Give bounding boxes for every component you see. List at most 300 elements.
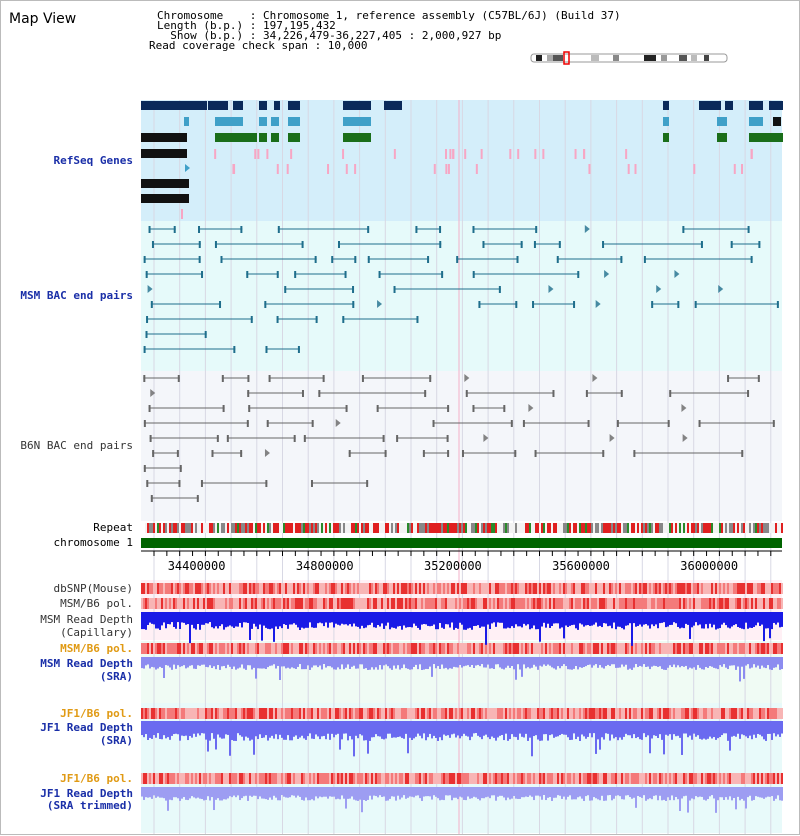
polymorphism-mark [255,643,257,654]
gene-exon-mark [542,149,544,159]
read-depth-bar [559,657,561,668]
polymorphism-mark [611,598,613,609]
gene-feature [208,101,228,110]
polymorphism-mark [243,598,245,609]
read-depth-bar [245,721,247,737]
read-depth-bar [751,721,753,739]
polymorphism-mark [393,708,395,719]
polymorphism-mark [571,643,573,654]
read-depth-bar [317,787,319,798]
read-depth-bar [713,612,715,625]
gene-feature [384,101,402,110]
read-depth-bar [481,787,483,798]
bac-end-mark [747,390,749,397]
polymorphism-mark [357,773,359,784]
read-depth-bar [641,657,643,667]
polymorphism-mark [379,583,381,594]
read-depth-bar [309,721,311,733]
polymorphism-mark [727,708,729,719]
polymorphism-mark [761,773,763,784]
polymorphism-mark [269,583,271,594]
read-depth-bar [563,787,565,797]
repeat-mark [327,523,329,533]
repeat-mark [615,523,617,533]
repeat-mark [201,523,203,533]
polymorphism-mark [341,598,343,609]
polymorphism-mark [211,598,213,609]
polymorphism-mark [353,773,355,784]
bac-end-mark [424,390,426,397]
ideogram-band [644,55,656,61]
read-depth-bar [557,657,559,666]
polymorphism-mark [315,708,317,719]
repeat-mark [471,523,473,533]
read-depth-bar [771,612,773,629]
read-depth-bar [275,721,277,734]
read-depth-bar [377,721,379,736]
read-depth-bar [353,787,355,800]
read-depth-bar [155,787,157,798]
repeat-mark [603,523,605,533]
repeat-mark [427,523,429,533]
polymorphism-mark [669,583,671,594]
read-depth-bar [755,787,757,796]
read-depth-bar [279,787,281,800]
read-depth-bar [757,787,759,797]
polymorphism-mark [441,708,443,719]
read-depth-bar [775,612,777,625]
polymorphism-mark [625,643,627,654]
bac-end-mark [651,301,653,308]
read-depth-bar [331,657,333,667]
polymorphism-mark [495,773,497,784]
read-depth-bar [141,721,143,735]
read-depth-bar [363,787,365,800]
read-depth-bar [749,657,751,669]
read-depth-bar [605,721,607,733]
read-depth-bar [513,787,515,796]
read-depth-bar [475,787,477,797]
polymorphism-mark [681,643,683,654]
read-depth-bar [177,721,179,734]
polymorphism-mark [597,773,599,784]
repeat-mark [209,523,211,533]
read-depth-bar [765,612,767,628]
read-depth-bar [483,787,485,798]
polymorphism-mark [535,598,537,609]
polymorphism-mark [179,773,181,784]
bac-end-mark [466,390,468,397]
bac-end-mark [265,346,267,353]
read-depth-bar [749,721,751,736]
polymorphism-mark [515,643,517,654]
repeat-mark [389,523,391,533]
gene-exon-mark [277,164,279,174]
read-depth-bar [575,657,577,666]
polymorphism-mark [689,708,691,719]
read-depth-bar [647,657,649,667]
polymorphism-mark [515,598,517,609]
read-depth-bar [745,721,747,736]
read-depth-bar [205,787,207,800]
read-depth-bar [357,657,359,668]
read-depth-bar [233,612,235,628]
read-depth-bar [245,787,247,796]
polymorphism-mark [489,643,491,654]
read-depth-bar [471,787,473,798]
polymorphism-mark [361,643,363,654]
polymorphism-mark [521,708,523,719]
polymorphism-mark [495,708,497,719]
read-depth-bar [595,612,597,623]
polymorphism-mark [395,598,397,609]
polymorphism-mark [295,773,297,784]
read-depth-bar [511,787,513,799]
polymorphism-mark [597,598,599,609]
polymorphism-mark [383,583,385,594]
polymorphism-mark [395,643,397,654]
read-depth-bar [323,612,325,626]
repeat-mark [627,523,629,533]
polymorphism-mark [519,643,521,654]
polymorphism-mark [351,643,353,654]
polymorphism-mark [543,643,545,654]
polymorphism-mark [709,598,711,609]
polymorphism-mark [223,583,225,594]
polymorphism-mark [465,583,467,594]
polymorphism-mark [655,598,657,609]
read-depth-bar [683,721,685,734]
read-depth-bar [163,657,165,678]
polymorphism-mark [251,583,253,594]
polymorphism-mark [563,773,565,784]
bac-end-mark [416,316,418,323]
read-depth-bar [423,657,425,670]
polymorphism-mark [705,583,707,594]
read-depth-bar [667,657,669,668]
page-title: Map View [9,11,77,27]
repeat-mark [309,523,311,533]
read-depth-bar [771,721,773,740]
read-depth-bar [681,787,683,798]
repeat-mark [467,523,469,533]
polymorphism-mark [311,598,313,609]
polymorphism-mark [465,708,467,719]
read-depth-bar [237,787,239,795]
read-depth-bar [749,787,751,796]
repeat-mark [247,523,249,533]
polymorphism-mark [549,708,551,719]
polymorphism-mark [163,583,165,594]
read-depth-bar [325,787,327,797]
repeat-mark [281,523,283,533]
polymorphism-mark [545,643,547,654]
read-depth-bar [589,612,591,626]
polymorphism-mark [527,643,529,654]
polymorphism-mark [671,598,673,609]
read-depth-bar [409,657,411,670]
polymorphism-mark [553,708,555,719]
polymorphism-mark [187,643,189,654]
b6n-bac-track-label: B6N BAC end pairs [20,439,133,452]
read-depth-bar [285,612,287,625]
bac-end-mark [352,301,354,308]
polymorphism-mark [665,708,667,719]
polymorphism-mark [535,708,537,719]
polymorphism-mark [291,598,293,609]
polymorphism-mark [557,643,559,654]
polymorphism-mark [245,643,247,654]
repeat-mark [655,523,657,533]
repeat-mark [317,523,319,533]
polymorphism-mark [343,708,345,719]
read-depth-bar [331,787,333,797]
polymorphism-mark [149,583,151,594]
read-depth-bar [777,787,779,795]
polymorphism-mark [439,773,441,784]
read-depth-bar [395,612,397,629]
polymorphism-mark [455,583,457,594]
read-depth-bar [413,721,415,738]
msm-depth-sra-label: MSM Read Depth [40,657,133,670]
polymorphism-mark [491,643,493,654]
polymorphism-mark [221,773,223,784]
read-depth-bar [177,787,179,798]
read-depth-bar [401,612,403,630]
polymorphism-mark [673,583,675,594]
polymorphism-mark [413,708,415,719]
polymorphism-mark [643,583,645,594]
bac-end-mark [523,420,525,427]
polymorphism-mark [727,583,729,594]
polymorphism-mark [215,583,217,594]
read-depth-bar [345,721,347,733]
polymorphism-mark [537,708,539,719]
read-depth-bar [221,612,223,624]
read-depth-bar [637,721,639,737]
polymorphism-mark [747,773,749,784]
polymorphism-mark [525,583,527,594]
polymorphism-mark [281,708,283,719]
repeat-mark [721,523,723,533]
polymorphism-mark [565,708,567,719]
polymorphism-mark [369,598,371,609]
polymorphism-mark [259,598,261,609]
polymorphism-mark [445,583,447,594]
polymorphism-mark [663,643,665,654]
polymorphism-mark [425,598,427,609]
read-depth-bar [483,657,485,667]
read-depth-bar [265,721,267,735]
read-depth-bar [595,787,597,798]
read-depth-bar [461,721,463,736]
bac-end-mark [354,256,356,263]
polymorphism-mark [377,598,379,609]
read-depth-bar [461,612,463,625]
read-depth-bar [329,612,331,623]
read-depth-bar [475,721,477,733]
polymorphism-mark [773,583,775,594]
polymorphism-mark [215,708,217,719]
polymorphism-mark [335,583,337,594]
read-depth-bar [233,721,235,741]
repeat-mark [743,523,745,533]
polymorphism-mark [479,583,481,594]
polymorphism-mark [329,583,331,594]
polymorphism-mark [531,773,533,784]
repeat-mark [263,523,265,533]
polymorphism-mark [759,643,761,654]
read-depth-bar [581,612,583,624]
bac-end-mark [151,301,153,308]
read-depth-bar [781,612,783,627]
polymorphism-mark [373,708,375,719]
repeat-mark [373,523,375,533]
read-depth-bar [763,787,765,799]
polymorphism-mark [257,773,259,784]
read-depth-bar [733,657,735,665]
read-depth-bar [481,657,483,664]
read-depth-bar [603,612,605,623]
polymorphism-mark [289,598,291,609]
polymorphism-mark [159,708,161,719]
repeat-mark [541,523,543,533]
read-depth-bar [459,721,461,738]
repeat-mark [369,523,371,533]
read-depth-bar [431,657,433,677]
read-depth-bar [323,657,325,664]
polymorphism-mark [303,643,305,654]
polymorphism-mark [211,773,213,784]
read-depth-bar [191,787,193,796]
polymorphism-mark [623,773,625,784]
read-depth-bar [313,612,315,628]
read-depth-bar [487,787,489,797]
read-depth-bar [225,612,227,627]
polymorphism-mark [729,643,731,654]
polymorphism-mark [235,773,237,784]
repeat-mark [489,523,491,533]
polymorphism-mark [673,598,675,609]
polymorphism-mark [749,583,751,594]
read-depth-bar [541,787,543,800]
read-depth-bar [197,787,199,798]
read-depth-bar [355,721,357,736]
repeat-mark [241,523,243,533]
read-depth-bar [235,787,237,797]
read-depth-bar [151,721,153,739]
polymorphism-mark [325,773,327,784]
read-depth-bar [321,787,323,797]
bac-end-mark [205,331,207,338]
repeat-mark [529,523,531,533]
polymorphism-mark [399,583,401,594]
repeat-mark [289,523,291,533]
polymorphism-mark [661,773,663,784]
repeat-mark [157,523,159,533]
polymorphism-mark [685,598,687,609]
polymorphism-mark [637,583,639,594]
ideogram-band [591,55,599,61]
bac-end-mark [201,480,203,487]
polymorphism-mark [299,708,301,719]
read-depth-bar [223,657,225,666]
polymorphism-mark [523,708,525,719]
read-depth-bar [717,657,719,669]
read-depth-bar [221,721,223,739]
read-depth-bar [387,612,389,623]
polymorphism-mark [205,773,207,784]
read-depth-bar [563,657,565,664]
read-depth-bar [705,721,707,740]
read-depth-bar [301,787,303,800]
polymorphism-mark [425,583,427,594]
read-depth-bar [295,787,297,798]
bac-end-mark [534,241,536,248]
polymorphism-mark [373,773,375,784]
polymorphism-mark [661,643,663,654]
read-depth-bar [295,657,297,669]
polymorphism-mark [437,598,439,609]
read-depth-bar [297,721,299,739]
read-depth-bar [631,612,633,646]
read-depth-bar [687,657,689,669]
polymorphism-mark [461,598,463,609]
read-depth-bar [369,612,371,625]
polymorphism-mark [743,643,745,654]
repeat-mark [227,523,229,533]
polymorphism-mark [291,708,293,719]
read-depth-bar [545,721,547,734]
bac-end-mark [178,375,180,382]
polymorphism-mark [337,708,339,719]
polymorphism-mark [691,583,693,594]
polymorphism-mark [547,708,549,719]
repeat-mark [555,523,557,533]
polymorphism-mark [487,583,489,594]
polymorphism-mark [711,583,713,594]
read-depth-bar [463,721,465,734]
polymorphism-mark [595,708,597,719]
read-depth-bar [543,787,545,795]
read-depth-bar [691,612,693,627]
polymorphism-mark [713,773,715,784]
repeat-mark [197,523,199,533]
polymorphism-mark [171,598,173,609]
repeat-mark [719,523,721,533]
polymorphism-mark [571,598,573,609]
polymorphism-mark [231,583,233,594]
read-depth-bar [345,612,347,624]
polymorphism-mark [741,643,743,654]
polymorphism-mark [267,583,269,594]
read-depth-bar [519,612,521,626]
read-depth-bar [675,787,677,797]
polymorphism-mark [703,643,705,654]
bac-end-mark [312,420,314,427]
polymorphism-mark [293,583,295,594]
polymorphism-mark [149,773,151,784]
polymorphism-mark [779,598,781,609]
polymorphism-mark [151,773,153,784]
polymorphism-mark [481,598,483,609]
read-depth-bar [767,787,769,797]
polymorphism-mark [639,773,641,784]
read-depth-bar [171,721,173,736]
read-depth-bar [141,787,143,797]
polymorphism-mark [171,708,173,719]
polymorphism-mark [617,708,619,719]
